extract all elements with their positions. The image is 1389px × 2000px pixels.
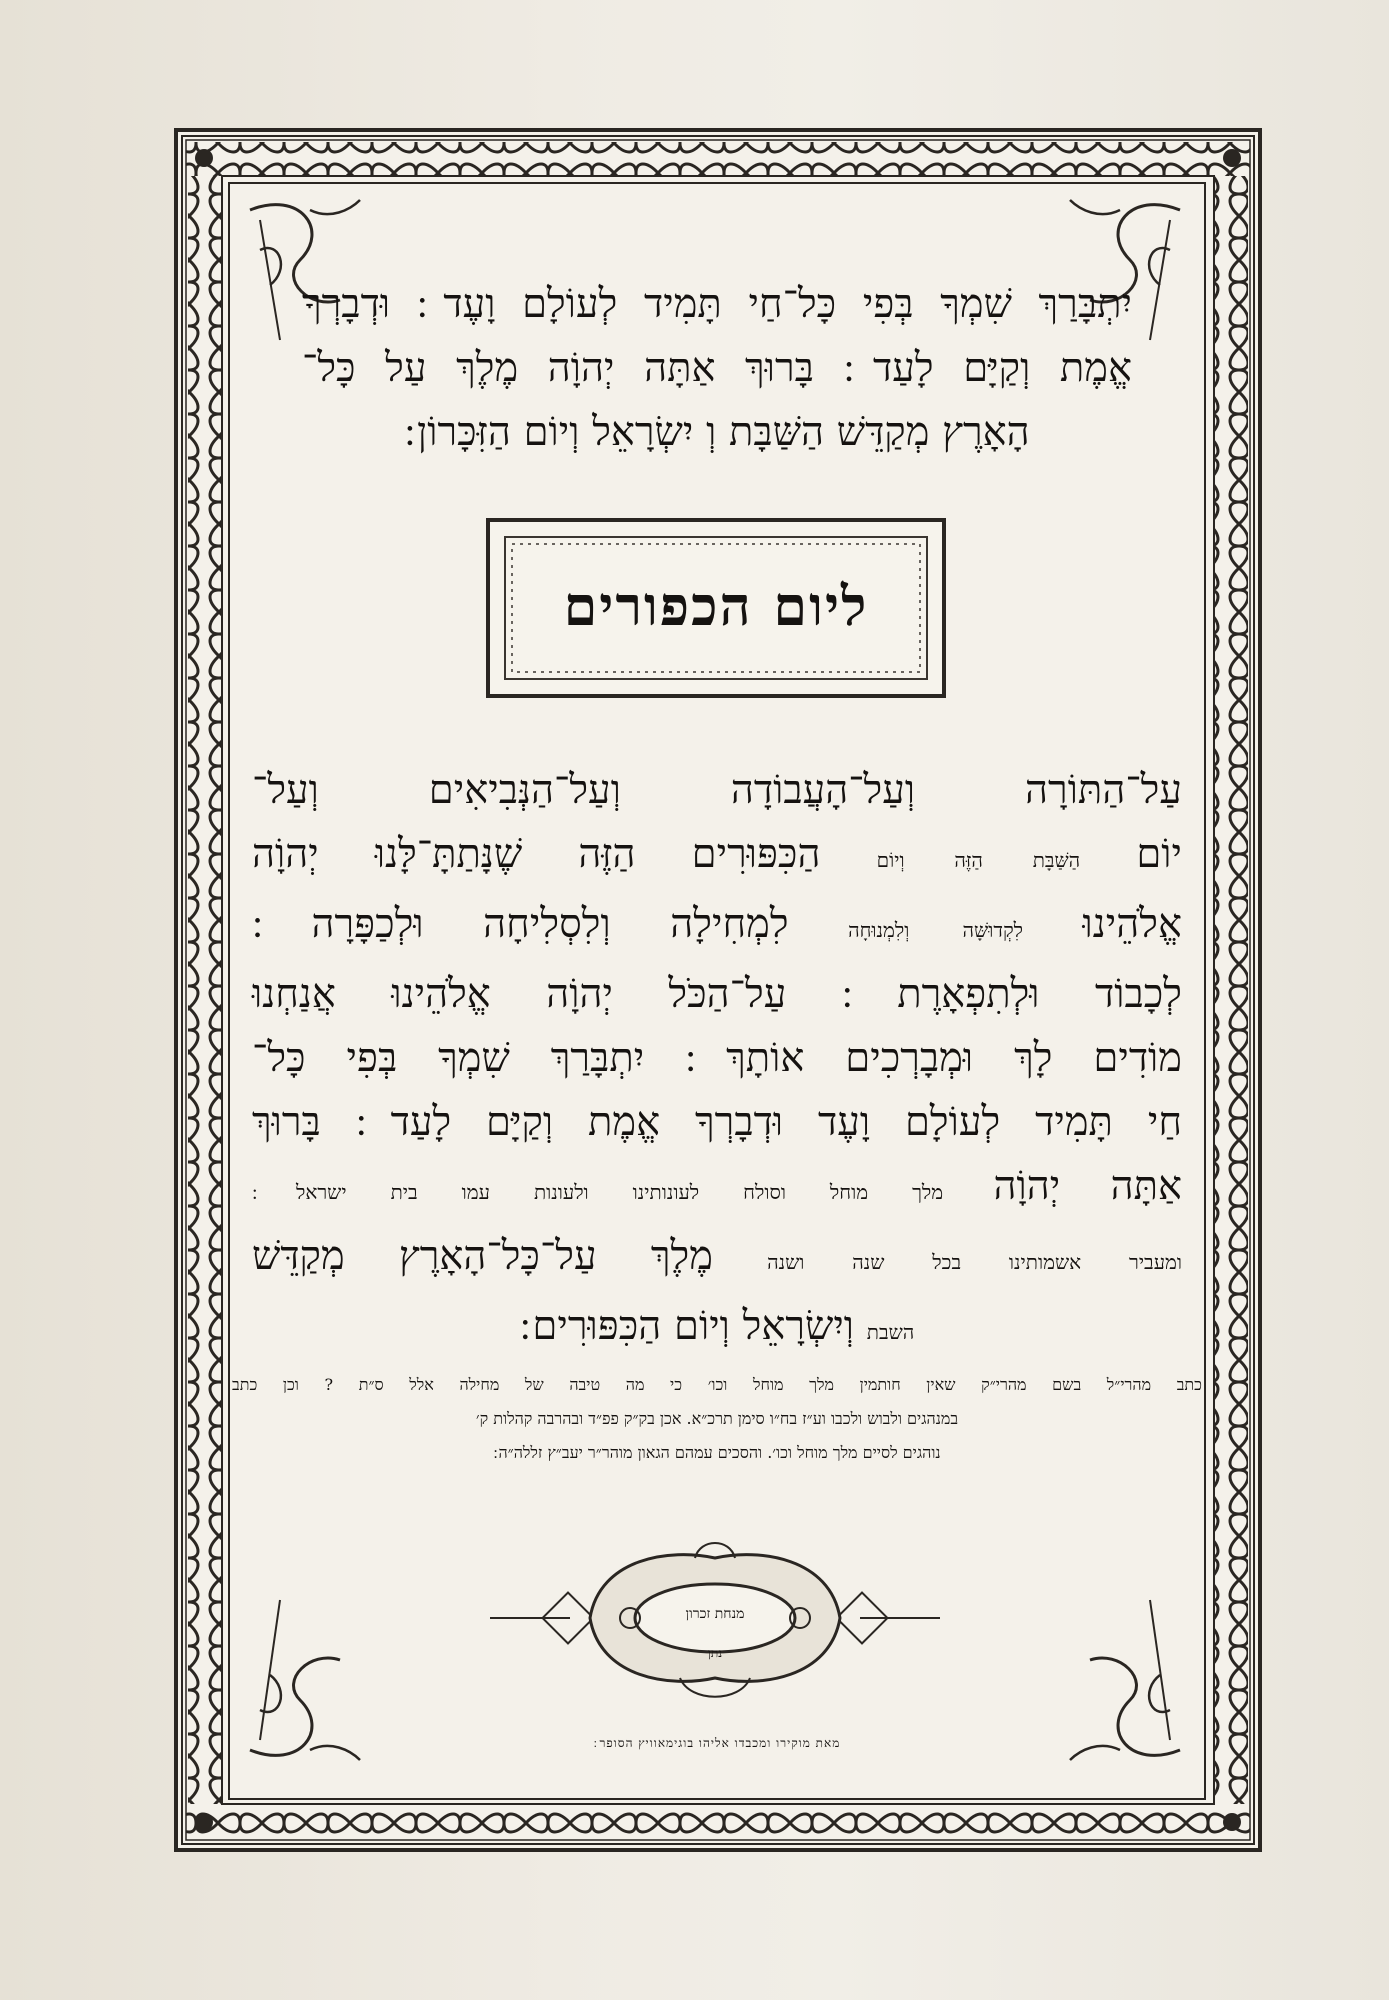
main-text: וְיִשְׂרָאֵל וְיוֹם הַכִּפּוּרִים ׃ — [519, 1303, 855, 1349]
main-blessing-line: מוֹדִים לָךְ וּמְבָרְכִים אוֹתָךְ ׃ יִתְבָּרַךְ שִׁמְךָ בְּפִי כָּל־ — [252, 1035, 1182, 1081]
page-content — [232, 188, 1202, 1796]
interlinear-text: לִקְדוּשָּׁה וְלִמְנוּחָה — [848, 918, 1024, 942]
interlinear-text: הַשַּׁבָּת הַזֶּה וְיוֹם — [876, 848, 1081, 872]
main-blessing-line — [252, 892, 1182, 962]
note-line: כתב מהרי״ל בשם מהרי״ק שאין חותמין מלך מוחל וכו׳ כי מה טיבה של מחילה אלל ס״ת ? וכן כתב — [232, 1375, 1202, 1394]
title-box — [486, 518, 946, 698]
cartouche-inscription: מנחת זכרון — [685, 1606, 745, 1622]
main-blessing-line — [252, 822, 1182, 892]
main-blessing-line — [252, 1224, 1182, 1294]
halachic-note — [232, 1368, 1202, 1470]
title-cartouche — [486, 518, 946, 698]
main-blessing-line — [252, 1294, 1182, 1364]
interlinear-text: ומעביר אשמותינו בכל שנה ושנה — [767, 1250, 1182, 1274]
top-blessing — [302, 272, 1132, 464]
note-line: נוהגים לסיים מלך מוחל וכו׳. והסכים עמהם הגאון מוהר״ר יעב״ץ זללה״ה ׃ — [493, 1443, 941, 1462]
main-text: הַכִּפּוּרִים הַזֶּה שֶׁנָּתַתָּ־לָּנוּ יְהוָֹה — [252, 831, 821, 877]
top-blessing-line: אֱמֶת וְקַיָּם לָעַד ׃ בָּרוּךְ אַתָּה יְהוָֹה מֶלֶךְ עַל כָּל־ — [302, 345, 1132, 391]
main-blessing-line: עַל־הַתּוֹרָה וְעַל־הָעֲבוֹדָה וְעַל־הַנְּבִיאִים וְעַל־ — [252, 767, 1182, 813]
main-blessing-line: לְכָבוֹד וּלְתִפְאָרֶת ׃ עַל־הַכֹּל יְהוָֹה אֱלֹהֵינוּ אֲנַחְנוּ — [252, 971, 1182, 1017]
main-blessing — [252, 758, 1182, 1364]
page-title: ליום הכפורים — [563, 574, 869, 638]
interlinear-text: מלך מוחל וסולח לעונותינו ולעונות עמו בית ישראל ׃ — [252, 1180, 944, 1204]
note-line: במנהגים ולבוש ולכבו וע״ז בח״ו סימן תרכ״א. אכן בק״ק פפ״ד ובהרבה קהלות ק׳ — [475, 1409, 959, 1428]
main-text: יוֹם — [1136, 831, 1183, 877]
interlinear-text: השבת — [866, 1320, 915, 1344]
main-text: אֱלֹהֵינוּ — [1082, 901, 1182, 947]
main-text: אַתָּה יְהוָֹה — [993, 1163, 1182, 1209]
main-blessing-line: חַי תָּמִיד לְעוֹלָם וָעֶד וּדְבָרְךָ אֱמֶת וְקַיָּם לָעַד ׃ בָּרוּךְ — [252, 1099, 1182, 1145]
main-blessing-line — [252, 1154, 1182, 1224]
dedication-cartouche — [490, 1528, 940, 1708]
scribe-credit: מאת מוקירו ומכבדו אליהו בוגימאוויץ הסופר ׃ — [593, 1736, 841, 1750]
top-blessing-line: יִתְבָּרַךְ שִׁמְךָ בְּפִי כָּל־חַי תָּמִיד לְעוֹלָם וָעֶד ׃ וּדְבָרְךָ — [302, 281, 1132, 327]
top-blessing-line: הָאָרֶץ מְקַדֵּשׁ הַשַּׁבָּת וְ יִשְׂרָאֵל וְיוֹם הַזִּכָּרוֹן ׃ — [404, 409, 1030, 455]
cartouche-subscript: נתן — [707, 1646, 723, 1660]
main-text: לִמְחִילָה וְלִסְלִיחָה וּלְכַפָּרָה ׃ — [252, 901, 789, 947]
main-text: מֶלֶךְ עַל־כָּל־הָאָרֶץ מְקַדֵּשׁ — [252, 1233, 713, 1279]
